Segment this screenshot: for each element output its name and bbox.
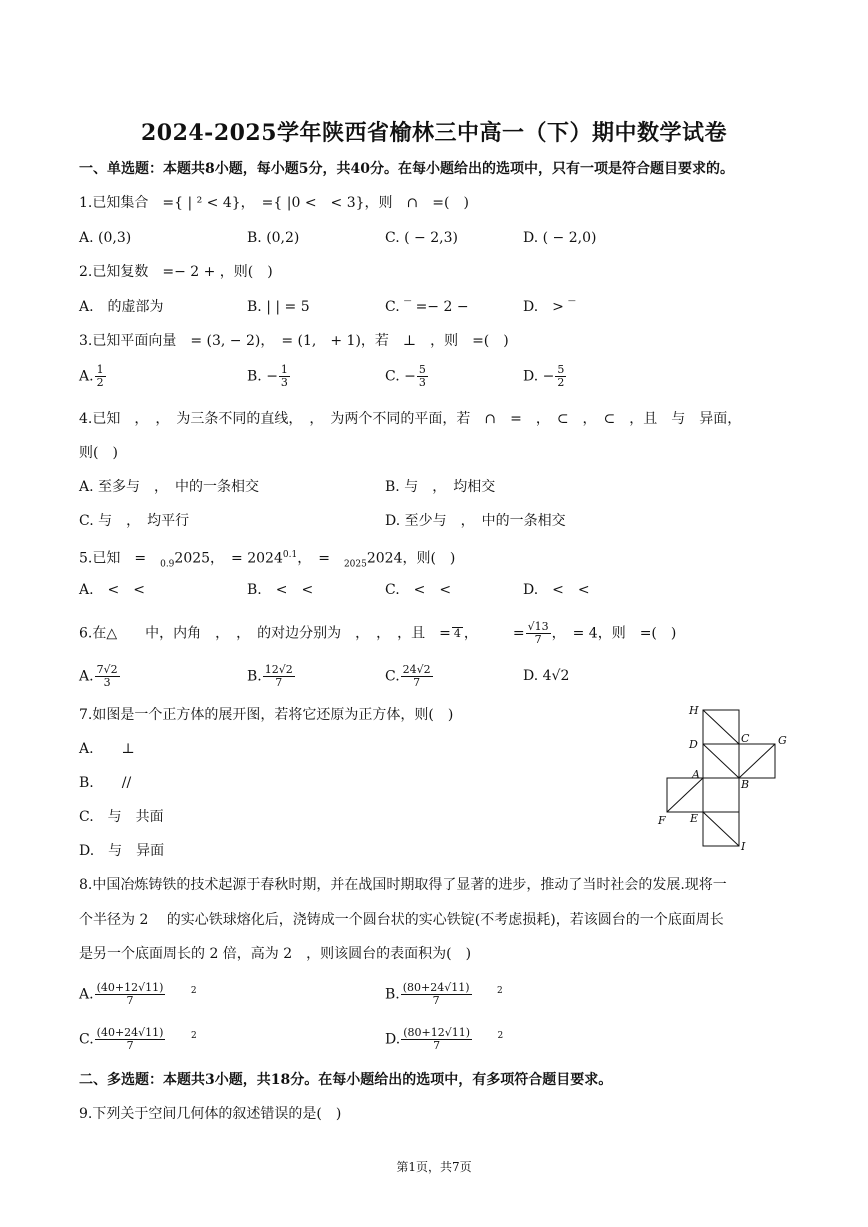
fraction: $\frac{24√2}{7}$	[402, 663, 431, 689]
fraction: $\frac{5}{2}$	[557, 363, 565, 389]
label-C: C	[741, 732, 750, 745]
q4-option-c: C. 与 ， 均平行	[79, 513, 190, 529]
q8-option-c: C. $\frac{(40+24√11)}{7}$ $^2$	[79, 1026, 197, 1053]
q7-option-b: B. //	[79, 775, 132, 791]
fraction: $\frac{5}{3}$	[418, 363, 426, 389]
q2-option-d: D. > ‾	[523, 299, 576, 315]
q2-option-c: C. ‾ =− 2 −	[385, 299, 469, 315]
page-title: 2024-2025学年陕西省榆林三中高一（下）期中数学试卷	[140, 120, 728, 146]
q7-stem: 7.如图是一个正方体的展开图，若将它还原为正方体，则( )	[79, 707, 454, 723]
q5-option-b: B. < <	[247, 582, 314, 598]
label-H: H	[689, 704, 699, 717]
q2-option-a: A. 的虚部为	[79, 299, 164, 315]
fraction: $\frac{1}{3}$	[280, 363, 288, 389]
q8-stem-line3: 是另一个底面周长的 2 倍，高为 2 ，则该圆台的表面积为( )	[79, 946, 472, 962]
q1-option-c: C. ( − 2,3)	[385, 230, 458, 246]
fraction: $\frac{12√2}{7}$	[264, 663, 293, 689]
q6-option-c: C. $\frac{24√2}{7}$	[385, 663, 431, 689]
q7-option-a: A. ⊥	[79, 741, 135, 757]
label-E: E	[690, 812, 699, 825]
q6-option-d: D. 4√2	[523, 668, 570, 684]
page-footer: 第1页，共7页	[396, 1160, 472, 1174]
q3-option-c: C. − $\frac{5}{3}$	[385, 363, 426, 389]
label-A: A	[692, 768, 700, 781]
q6-stem: 6.在△ 中，内角 ， ， 的对边分别为 ， ， ，且 = 4 ， = $\frac{√13}{7}$ ， = 4，则 =( )	[79, 620, 677, 646]
label-F: F	[658, 814, 666, 827]
q5-option-a: A. < <	[79, 582, 146, 598]
q2-stem: 2.已知复数 =− 2 + ，则( )	[79, 264, 273, 280]
q4-option-a: A. 至多与 ， 中的一条相交	[79, 479, 260, 495]
fraction: $\frac{7√2}{3}$	[96, 663, 118, 689]
fraction: $\frac{1}{2}$	[96, 363, 104, 389]
q6-option-a: A. $\frac{7√2}{3}$	[79, 663, 118, 689]
q1-option-b: B. (0,2)	[247, 230, 300, 246]
q5-option-d: D. < <	[523, 582, 590, 598]
label-G: G	[778, 734, 787, 747]
section-1-heading: 一、单选题：本题共8小题，每小题5分，共40分。在每小题给出的选项中，只有一项是符合题目要求的。	[79, 161, 734, 177]
q6-option-b: B. $\frac{12√2}{7}$	[247, 663, 293, 689]
q2-option-b: B. | | = 5	[247, 299, 310, 315]
q8-stem-line2: 个半径为 2 的实心铁球熔化后，浇铸成一个圆台状的实心铁锭(不考虑损耗)，若该圆台的一个底面周长	[79, 912, 724, 928]
q8-option-a: A. $\frac{(40+12√11)}{7}$ $^2$	[79, 981, 197, 1008]
q3-option-a: A. $\frac{1}{2}$	[79, 363, 104, 389]
q3-stem: 3.已知平面向量 = (3, − 2)， = (1, + 1)，若 ⊥ ，则 =( )	[79, 333, 509, 349]
q4-option-b: B. 与 ， 均相交	[385, 479, 496, 495]
q8-option-d: D. $\frac{(80+12√11)}{7}$ $^2$	[385, 1026, 504, 1053]
q5-option-c: C. < <	[385, 582, 452, 598]
fraction: $\frac{(40+24√11)}{7}$	[96, 1026, 164, 1053]
section-2-heading: 二、多选题：本题共3小题，共18分。在每小题给出的选项中，有多项符合题目要求。	[79, 1072, 613, 1088]
fraction: $\frac{(80+24√11)}{7}$	[402, 981, 470, 1008]
q4-stem-line1: 4.已知 ， ， 为三条不同的直线， ， 为两个不同的平面，若 ∩ = ， ⊂ ， ⊂ ，且 与 异面，	[79, 411, 742, 427]
q4-option-d: D. 至少与 ， 中的一条相交	[385, 513, 566, 529]
fraction: $\frac{(80+12√11)}{7}$	[403, 1026, 470, 1053]
fraction: $\frac{√13}{7}$	[527, 620, 549, 646]
fraction: 4	[453, 627, 461, 640]
q3-option-b: B. − $\frac{1}{3}$	[247, 363, 288, 389]
label-D: D	[689, 738, 698, 751]
q1-option-d: D. ( − 2,0)	[523, 230, 597, 246]
q3-option-d: D. − $\frac{5}{2}$	[523, 363, 565, 389]
fraction: $\frac{(40+12√11)}{7}$	[96, 981, 164, 1008]
q1-stem: 1.已知集合 ={ | ² < 4}， ={ |0 < < 3}，则 ∩ =( )	[79, 195, 469, 211]
q7-option-c: C. 与 共面	[79, 809, 164, 825]
q7-option-d: D. 与 异面	[79, 843, 165, 859]
q8-stem-line1: 8.中国冶炼铸铁的技术起源于春秋时期，并在战国时期取得了显著的进步，推动了当时社会的发展.现将一	[79, 877, 727, 893]
label-I: I	[741, 840, 746, 853]
cube-net-figure	[655, 700, 795, 855]
q8-option-b: B. $\frac{(80+24√11)}{7}$ $^2$	[385, 981, 503, 1008]
q1-option-a: A. (0,3)	[79, 230, 132, 246]
q9-stem: 9.下列关于空间几何体的叙述错误的是( )	[79, 1106, 342, 1122]
q4-stem-line2: 则( )	[79, 445, 118, 461]
label-B: B	[741, 778, 750, 791]
q5-stem: 5.已知 = $_{0.9}$2025， = $2024^{0.1}$， = $_{2025}$2024，则( )	[79, 550, 456, 570]
